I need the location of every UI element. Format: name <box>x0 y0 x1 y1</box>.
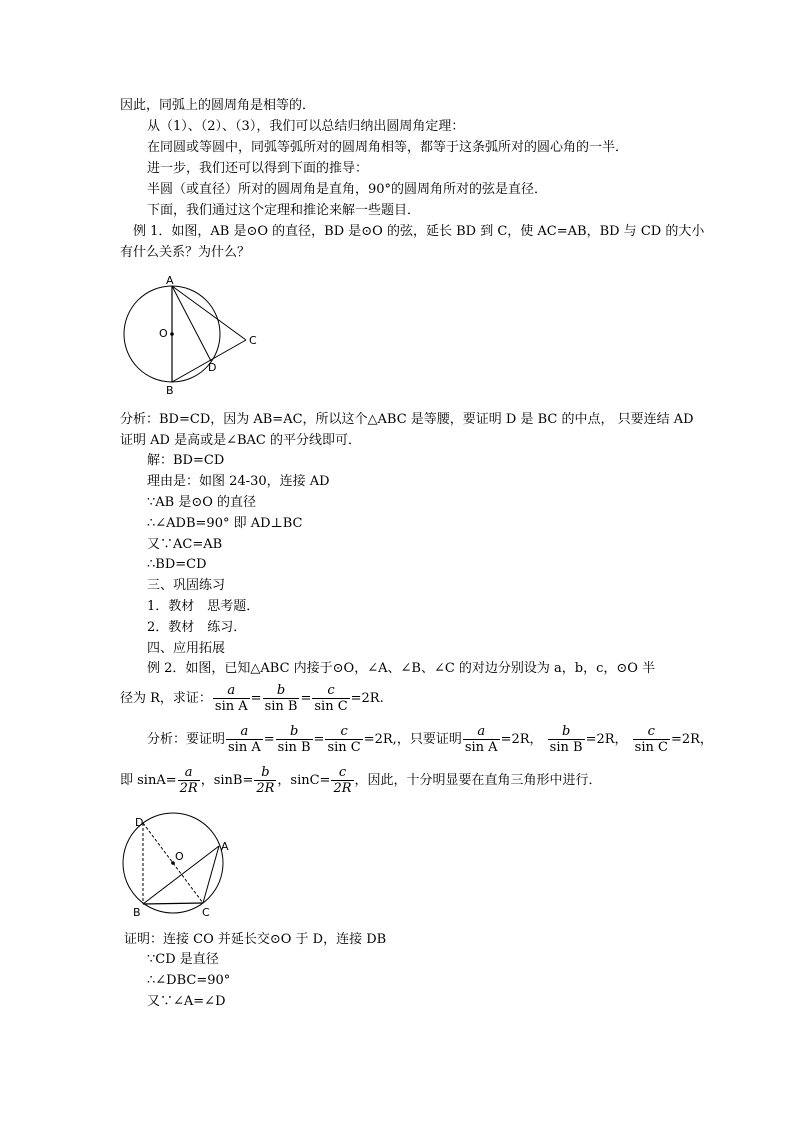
denominator: sin B <box>277 740 311 755</box>
text-line: 三、巩固练习 <box>147 578 226 593</box>
text-line: ∴∠ADB=90° 即 AD⊥BC <box>147 516 303 531</box>
denominator: sin B <box>264 699 298 714</box>
label-a: A <box>166 274 174 287</box>
text-line: 证明：连接 CO 并延长交⊙O 于 D，连接 DB <box>124 932 387 947</box>
numerator: b <box>261 765 270 780</box>
line-ac <box>203 846 219 903</box>
numerator: c <box>647 724 655 739</box>
text-span: ，只要证明 <box>396 732 462 747</box>
equals: = <box>300 691 312 706</box>
text-line: 证明 AD 是高或是∠BAC 的平分线即可． <box>120 433 361 448</box>
denominator: sin A <box>214 699 248 714</box>
equals: = <box>313 732 325 747</box>
label-b: B <box>166 384 174 397</box>
text-line: 2．教材 练习． <box>147 620 247 635</box>
denominator: sin A <box>464 740 498 755</box>
text-span: ，sinB= <box>200 773 254 788</box>
text-line: 因此，同弧上的圆周角是相等的． <box>120 98 316 113</box>
text-span: 径为 R，求证： <box>120 691 212 706</box>
text-line: 分析：BD=CD，因为 AB=AC，所以这个△ABC 是等腰，要证明 D 是 BC 的中点， 只要连结 AD <box>120 412 694 427</box>
denominator: sin C <box>314 699 348 714</box>
line-bc <box>143 903 203 904</box>
text-line: 四、应用拓展 <box>147 641 226 656</box>
text-span: ，sinC= <box>277 773 331 788</box>
denominator: 2R <box>256 781 275 796</box>
text-line: 又∵∠A=∠D <box>147 994 226 1009</box>
denominator: sin C <box>327 740 361 755</box>
denominator: 2R <box>179 781 198 796</box>
text-span: 分析：要证明 <box>147 732 226 747</box>
equals-2r: =2R. <box>350 691 384 706</box>
text-line: ∵CD 是直径 <box>147 952 219 967</box>
text-span: ，因此，十分明显要在直角三角形中进行． <box>354 773 602 788</box>
label-d: D <box>208 361 217 374</box>
numerator: b <box>561 724 571 739</box>
text-line: 又∵AC=AB <box>147 537 223 552</box>
text-line: 下面，我们通过这个定理和推论来解一些题目． <box>147 203 421 218</box>
numerator: c <box>340 724 348 739</box>
label-o: O <box>159 327 168 340</box>
denominator: sin B <box>549 740 583 755</box>
text-line: 例 2．如图，已知△ABC 内接于⊙O，∠A、∠B、∠C 的对边分别设为 a，b，c，⊙O 半 <box>147 661 656 676</box>
numerator: c <box>327 683 335 698</box>
text-line: ∴∠DBC=90° <box>147 973 231 988</box>
numerator: a <box>184 765 193 780</box>
numerator: a <box>477 724 486 739</box>
text-line: 解：BD=CD <box>147 453 225 468</box>
equals-2r: =2R, <box>363 732 397 747</box>
text-line: 进一步，我们还可以得到下面的推导： <box>147 161 369 176</box>
numerator: b <box>276 683 286 698</box>
text-line: ∴BD=CD <box>147 557 207 572</box>
equals: = <box>250 691 262 706</box>
text-line: 在同圆或等圆中，同弧等弧所对的圆周角相等，都等于这条弧所对的圆心角的一半． <box>147 140 629 155</box>
numerator: a <box>240 724 249 739</box>
label-d: D <box>135 816 144 829</box>
equals-2r: =2R， <box>670 732 713 747</box>
numerator: b <box>289 724 299 739</box>
equals-2r: =2R， <box>500 732 543 747</box>
label-c: C <box>249 334 257 347</box>
text-span: 即 sinA= <box>120 773 177 788</box>
text-line: ∵AB 是⊙O 的直径 <box>147 495 257 510</box>
equals-2r: =2R， <box>585 732 628 747</box>
numerator: a <box>227 683 236 698</box>
denominator: sin C <box>634 740 668 755</box>
text-line: 半圆（或直径）所对的圆周角是直角，90°的圆周角所对的弦是直径． <box>147 182 548 197</box>
text-line: 例 1．如图，AB 是⊙O 的直径，BD 是⊙O 的弦，延长 BD 到 C，使 AC=AB，BD 与 CD 的大小 <box>133 224 705 239</box>
label-a: A <box>221 840 229 853</box>
label-c: C <box>202 906 210 919</box>
text-line: 理由是：如图 24-30，连接 AD <box>147 474 330 489</box>
numerator: c <box>338 765 347 780</box>
label-b: B <box>133 906 141 919</box>
equals: = <box>263 732 275 747</box>
text-line: 有什么关系？为什么？ <box>120 245 251 260</box>
denominator: 2R <box>333 781 352 796</box>
text-line: 从（1）、（2）、（3），我们可以总结归纳出圆周角定理： <box>147 119 465 134</box>
denominator: sin A <box>228 740 261 755</box>
label-o: O <box>175 850 184 863</box>
text-line: 1．教材 思考题． <box>147 599 260 614</box>
